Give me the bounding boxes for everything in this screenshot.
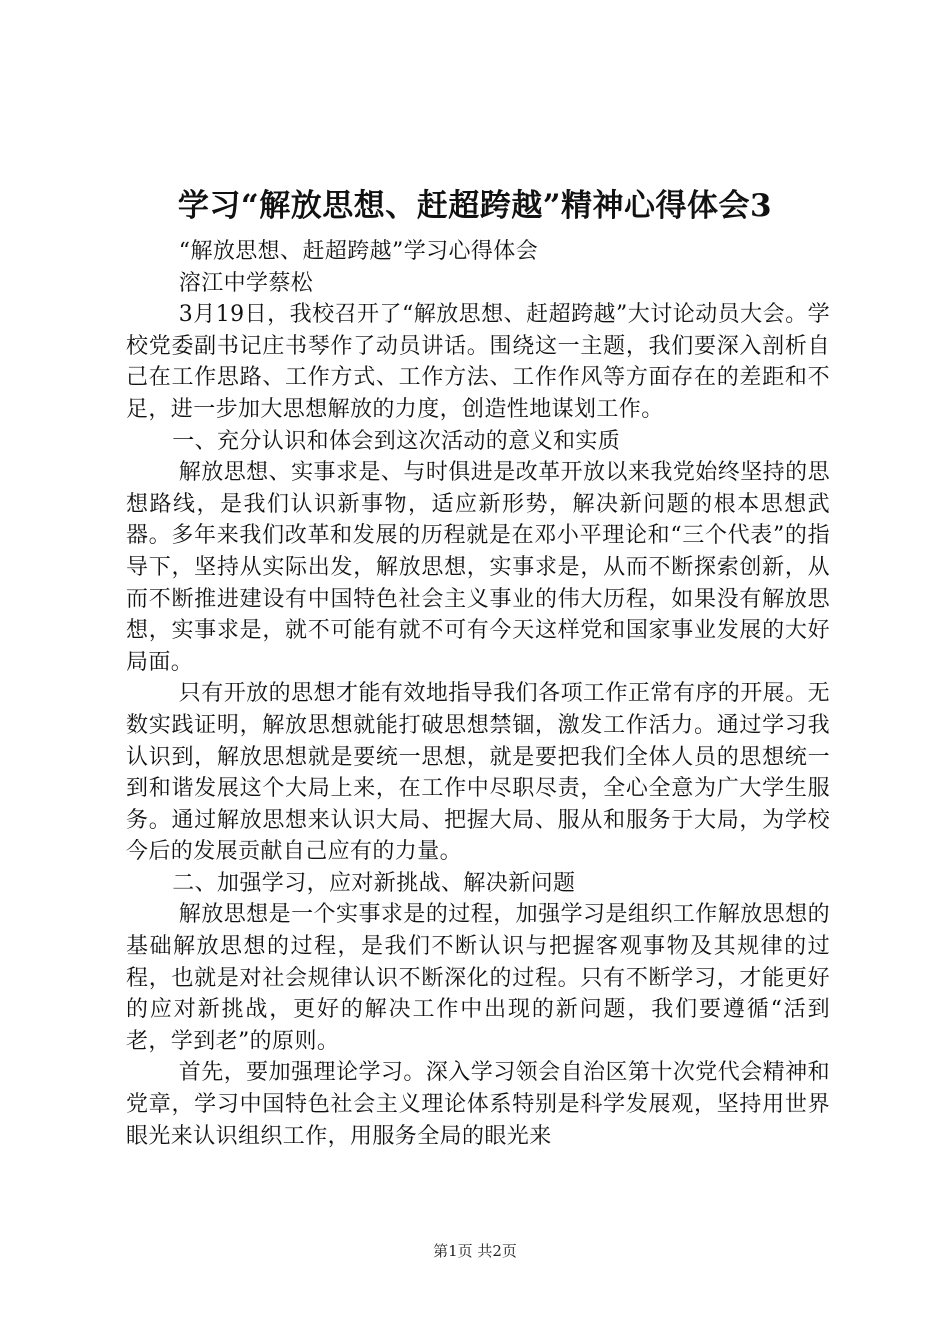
section-heading: 二、加强学习，应对新挑战、解决新问题 <box>172 870 576 896</box>
body-paragraph: 解放思想、实事求是、与时俱进是改革开放以来我党始终坚持的思想路线，是我们认识新事物，适应新形势，解决新问题的根本思想武器。多年来我们改革和发展的历程就是在邓小平理论和“三个代表”的指导下，坚持从实际出发，解放思想，实事求是，从而不断探索创新，从而不断推进建设有中国特色社会主义事业的伟大历程，如果没有解放思想，实事求是，就不可能有就不可有今天这样党和国家事业发展的大好局面。 <box>126 460 830 675</box>
section-heading: 一、充分认识和体会到这次活动的意义和实质 <box>172 428 621 454</box>
body-paragraph: 首先，要加强理论学习。深入学习领会自治区第十次党代会精神和党章，学习中国特色社会主义理论体系特别是科学发展观，坚持用世界眼光来认识组织工作，用服务全局的眼光来 <box>126 1060 830 1149</box>
author-line: 溶江中学蔡松 <box>178 270 314 296</box>
body-paragraph: 只有开放的思想才能有效地指导我们各项工作正常有序的开展。无数实践证明，解放思想就能打破思想禁锢，激发工作活力。通过学习我认识到，解放思想就是要统一思想，就是要把我们全体人员的思想统一到和谐发展这个大局上来，在工作中尽职尽责，全心全意为广大学生服务。通过解放思想来认识大局、把握大局、服从和服务于大局，为学校今后的发展贡献自己应有的力量。 <box>126 681 830 865</box>
page-title: 学习“解放思想、赶超跨越”精神心得体会3 <box>177 188 773 224</box>
subtitle-paragraph: “解放思想、赶超跨越”学习心得体会 <box>178 239 539 264</box>
document-body <box>126 236 830 1152</box>
page-number-footer: 第1页 共2页 <box>433 1242 517 1260</box>
body-paragraph: 3月19日，我校召开了“解放思想、赶超跨越”大讨论动员大会。学校党委副书记庄书琴作了动员讲话。围绕这一主题，我们要深入剖析自己在工作思路、工作方式、工作方法、工作作风等方面存在的差距和不足，进一步加大思想解放的力度，创造性地谋划工作。 <box>126 302 830 422</box>
body-paragraph: 解放思想是一个实事求是的过程，加强学习是组织工作解放思想的基础解放思想的过程，是我们不断认识与把握客观事物及其规律的过程，也就是对社会规律认识不断深化的过程。只有不断学习，才能更好的应对新挑战，更好的解决工作中出现的新问题，我们要遵循“活到老，学到老”的原则。 <box>126 902 830 1054</box>
